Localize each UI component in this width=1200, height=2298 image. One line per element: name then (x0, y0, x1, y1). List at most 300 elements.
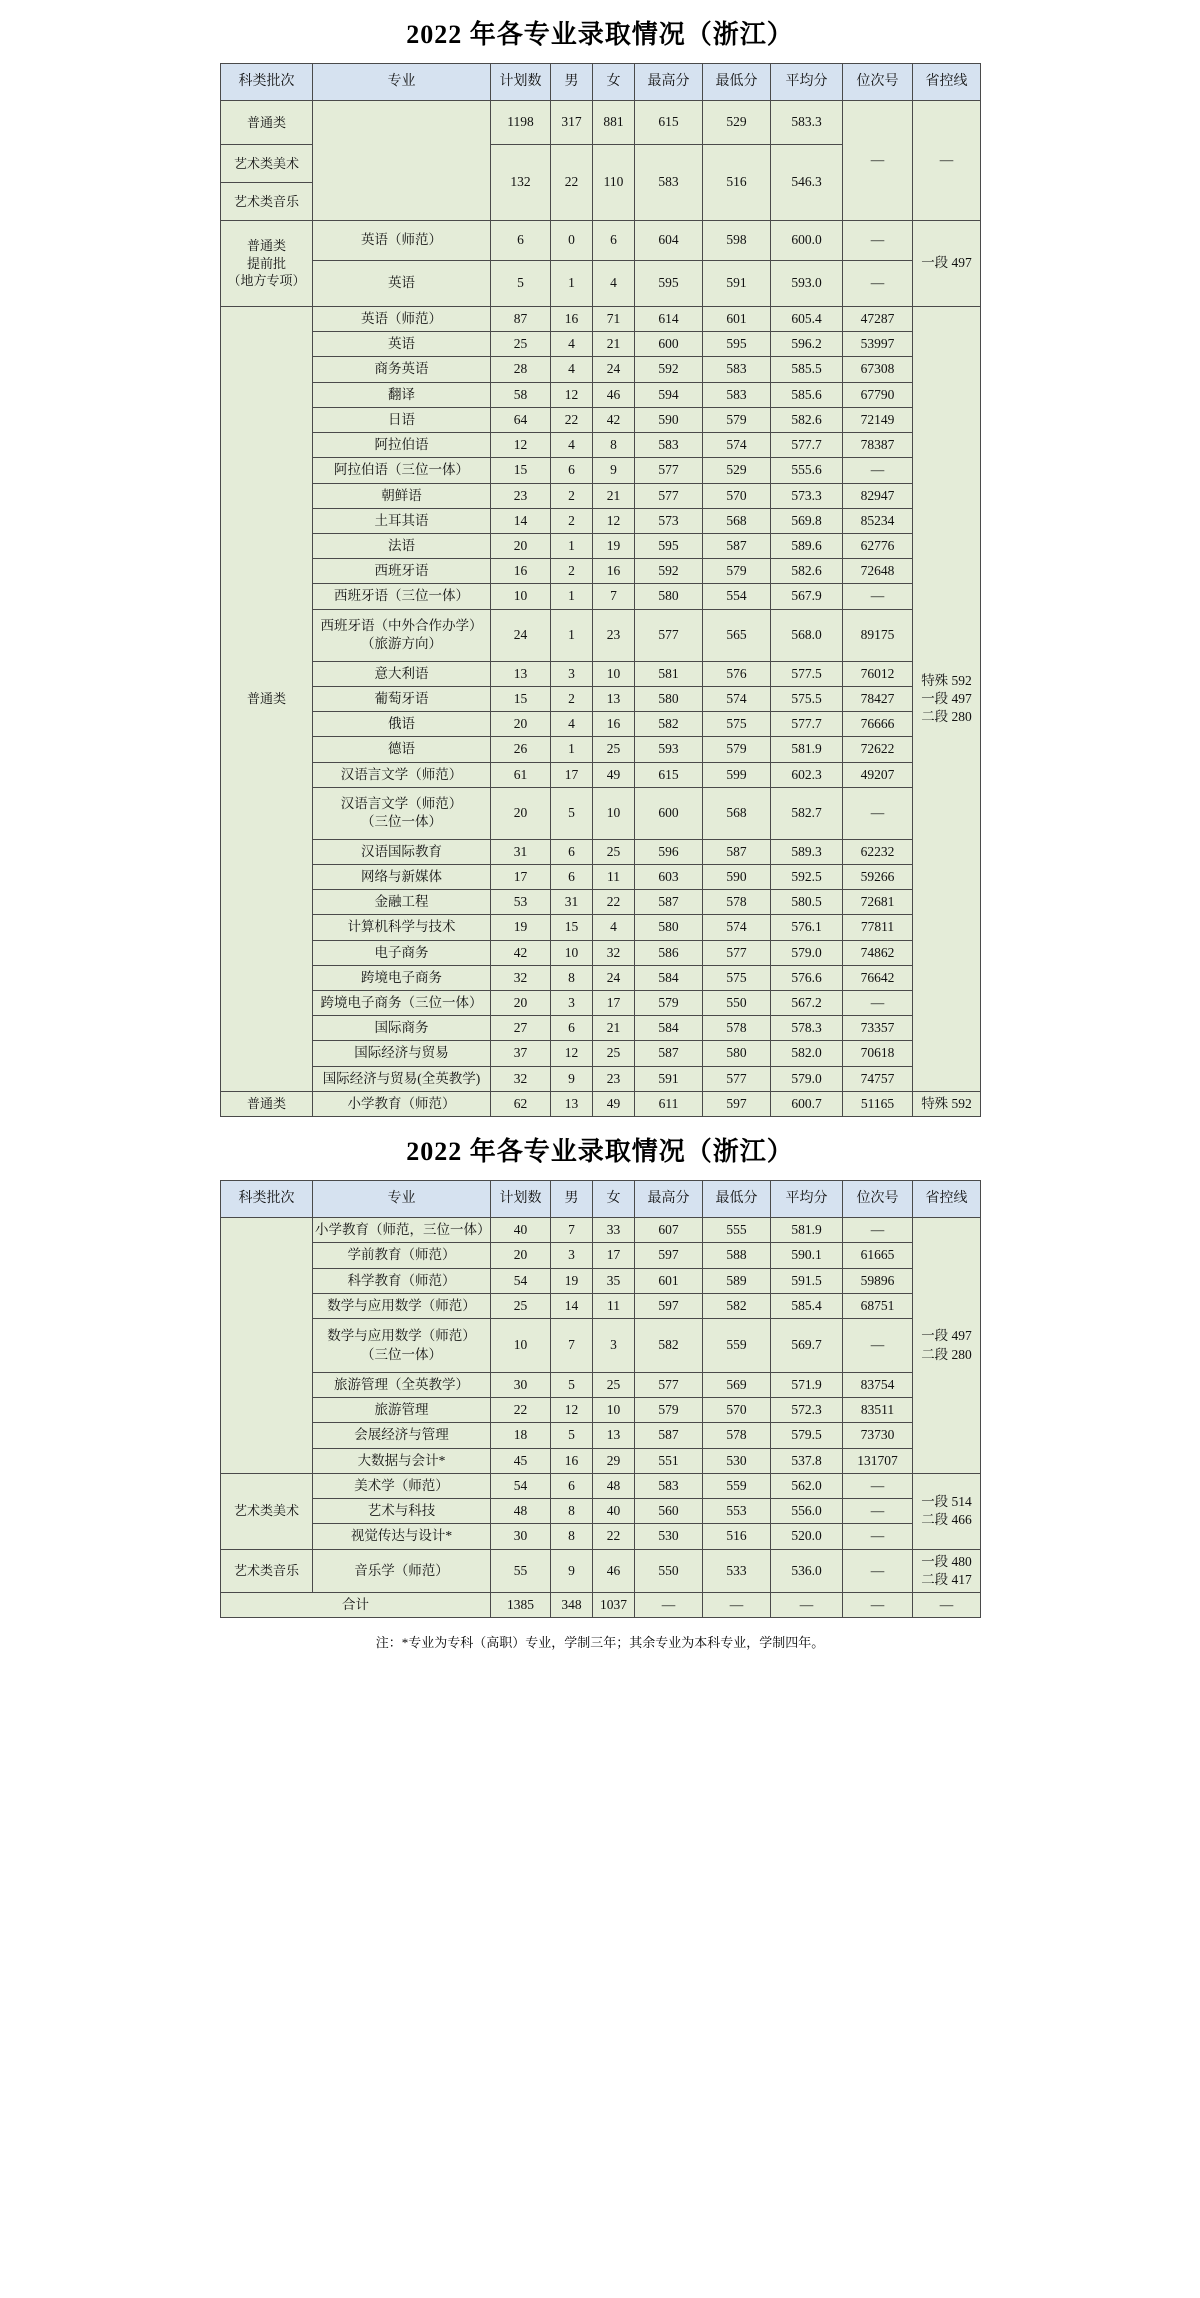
table-row (221, 458, 981, 483)
cell-rank: 59266 (843, 864, 913, 889)
cell-highest: 580 (635, 915, 703, 940)
category-line-3: （地方专项） (227, 273, 306, 289)
cell-average: 581.9 (771, 1218, 843, 1243)
cell-lowest: 550 (703, 991, 771, 1016)
cell-female: 48 (593, 1473, 635, 1498)
cell-lowest: 582 (703, 1293, 771, 1318)
cell-plan: 16 (491, 559, 551, 584)
cell-average: 569.7 (771, 1319, 843, 1373)
cell-average: 585.5 (771, 357, 843, 382)
cell-highest: 597 (635, 1243, 703, 1268)
admissions-table-2 (220, 1180, 981, 1618)
table-1-wrapper (220, 63, 980, 1117)
cell-highest: 592 (635, 559, 703, 584)
table-row (221, 1091, 981, 1116)
cell-rank: 83754 (843, 1373, 913, 1398)
table-total-row (221, 1592, 981, 1617)
cell-rank: 70618 (843, 1041, 913, 1066)
cell-highest: 551 (635, 1448, 703, 1473)
table-row (221, 433, 981, 458)
cell-average: 536.0 (771, 1549, 843, 1592)
cell-province-line (913, 307, 981, 1092)
cell-female: 24 (593, 965, 635, 990)
cell-province-line (913, 1549, 981, 1592)
cell-average: 582.0 (771, 1041, 843, 1066)
cell-highest: 603 (635, 864, 703, 889)
cell-lowest: 516 (703, 145, 771, 221)
cell-lowest: 583 (703, 357, 771, 382)
cell-category: 艺术类音乐 (221, 1549, 313, 1592)
cell-female: 22 (593, 890, 635, 915)
cell-highest: 579 (635, 991, 703, 1016)
cell-lowest: 574 (703, 915, 771, 940)
cell-plan: 61 (491, 762, 551, 787)
table-row (221, 508, 981, 533)
cell-lowest: 574 (703, 686, 771, 711)
cell-average: 583.3 (771, 101, 843, 145)
table-1-body (221, 101, 981, 1117)
cell-average: 556.0 (771, 1499, 843, 1524)
table-row (221, 991, 981, 1016)
cell-major: 法语 (313, 533, 491, 558)
cell-female: 10 (593, 661, 635, 686)
cell-highest: 584 (635, 1016, 703, 1041)
cell-total-province-line: — (913, 1592, 981, 1617)
col-header-highest: 最高分 (635, 64, 703, 101)
cell-rank: 67308 (843, 357, 913, 382)
province-line-part-0: 特殊 592 (921, 672, 972, 688)
table-row (221, 1448, 981, 1473)
cell-male: 19 (551, 1268, 593, 1293)
cell-highest: 596 (635, 839, 703, 864)
cell-major: 意大利语 (313, 661, 491, 686)
cell-highest: 550 (635, 1549, 703, 1592)
cell-plan: 45 (491, 1448, 551, 1473)
cell-lowest: 591 (703, 261, 771, 307)
cell-lowest: 533 (703, 1549, 771, 1592)
table-row (221, 307, 981, 332)
cell-lowest: 555 (703, 1218, 771, 1243)
cell-female: 17 (593, 991, 635, 1016)
cell-average: 572.3 (771, 1398, 843, 1423)
cell-major: 科学教育（师范） (313, 1268, 491, 1293)
cell-province-line (913, 1473, 981, 1549)
cell-female: 25 (593, 1041, 635, 1066)
table-row (221, 609, 981, 661)
cell-rank: 73730 (843, 1423, 913, 1448)
cell-rank: 62776 (843, 533, 913, 558)
cell-female: 71 (593, 307, 635, 332)
cell-female: 19 (593, 533, 635, 558)
cell-rank: 51165 (843, 1091, 913, 1116)
cell-female: 32 (593, 940, 635, 965)
cell-average: 585.4 (771, 1293, 843, 1318)
col-header-highest: 最高分 (635, 1181, 703, 1218)
cell-major: 小学教育（师范，三位一体） (313, 1218, 491, 1243)
cell-male: 2 (551, 686, 593, 711)
cell-lowest: 588 (703, 1243, 771, 1268)
col-header-male: 男 (551, 1181, 593, 1218)
cell-male: 5 (551, 787, 593, 839)
cell-average: 582.7 (771, 787, 843, 839)
cell-male: 17 (551, 762, 593, 787)
table-row (221, 1373, 981, 1398)
table-row (221, 839, 981, 864)
cell-total-plan: 1385 (491, 1592, 551, 1617)
cell-highest: 587 (635, 1041, 703, 1066)
cell-highest: 594 (635, 382, 703, 407)
cell-rank: 78387 (843, 433, 913, 458)
cell-average: 578.3 (771, 1016, 843, 1041)
cell-total-female: 1037 (593, 1592, 635, 1617)
cell-average: 591.5 (771, 1268, 843, 1293)
cell-average: 555.6 (771, 458, 843, 483)
cell-major: 金融工程 (313, 890, 491, 915)
cell-female: 23 (593, 1066, 635, 1091)
cell-highest: 615 (635, 101, 703, 145)
table-row (221, 1524, 981, 1549)
table-row (221, 1041, 981, 1066)
cell-male: 3 (551, 661, 593, 686)
table-row (221, 261, 981, 307)
cell-female: 35 (593, 1268, 635, 1293)
cell-lowest: 553 (703, 1499, 771, 1524)
cell-female: 46 (593, 382, 635, 407)
table-2-wrapper (220, 1180, 980, 1618)
cell-lowest: 598 (703, 221, 771, 261)
province-line-part-2: 二段 280 (921, 709, 972, 725)
cell-province-line: 特殊 592 (913, 1091, 981, 1116)
cell-female: 46 (593, 1549, 635, 1592)
cell-female: 13 (593, 686, 635, 711)
cell-lowest: 587 (703, 839, 771, 864)
cell-major: 国际经济与贸易 (313, 1041, 491, 1066)
cell-major: 跨境电子商务 (313, 965, 491, 990)
province-line-part-1: 二段 280 (921, 1346, 972, 1362)
cell-highest: 530 (635, 1524, 703, 1549)
cell-female: 22 (593, 1524, 635, 1549)
cell-female: 21 (593, 483, 635, 508)
cell-male: 6 (551, 864, 593, 889)
cell-rank: — (843, 787, 913, 839)
cell-female: 25 (593, 1373, 635, 1398)
cell-plan: 23 (491, 483, 551, 508)
cell-rank: 59896 (843, 1268, 913, 1293)
cell-plan: 18 (491, 1423, 551, 1448)
cell-major: 阿拉伯语 (313, 433, 491, 458)
cell-plan: 37 (491, 1041, 551, 1066)
cell-female: 16 (593, 559, 635, 584)
cell-female: 11 (593, 1293, 635, 1318)
table-row (221, 737, 981, 762)
cell-lowest: 578 (703, 890, 771, 915)
cell-rank: — (843, 584, 913, 609)
cell-highest: 600 (635, 332, 703, 357)
cell-female: 21 (593, 332, 635, 357)
cell-major: 德语 (313, 737, 491, 762)
cell-average: 579.0 (771, 1066, 843, 1091)
cell-plan: 132 (491, 145, 551, 221)
cell-plan: 30 (491, 1524, 551, 1549)
table-row (221, 965, 981, 990)
cell-plan: 58 (491, 382, 551, 407)
cell-plan: 14 (491, 508, 551, 533)
cell-highest: 577 (635, 1373, 703, 1398)
cell-male: 3 (551, 991, 593, 1016)
cell-lowest: 569 (703, 1373, 771, 1398)
table-row (221, 357, 981, 382)
cell-rank: 76666 (843, 712, 913, 737)
cell-major: 汉语言文学（师范） （三位一体） (313, 787, 491, 839)
cell-average: 573.3 (771, 483, 843, 508)
cell-female: 42 (593, 407, 635, 432)
cell-major: 美术学（师范） (313, 1473, 491, 1498)
cell-lowest: 565 (703, 609, 771, 661)
col-header-lowest: 最低分 (703, 1181, 771, 1218)
cell-female: 11 (593, 864, 635, 889)
cell-highest: 586 (635, 940, 703, 965)
table-row (221, 407, 981, 432)
cell-average: 589.3 (771, 839, 843, 864)
cell-rank: 67790 (843, 382, 913, 407)
cell-male: 10 (551, 940, 593, 965)
col-header-female: 女 (593, 1181, 635, 1218)
cell-average: 593.0 (771, 261, 843, 307)
page-title-1: 2022 年各专业录取情况（浙江） (406, 20, 794, 49)
table-row (221, 584, 981, 609)
table-row (221, 1319, 981, 1373)
cell-average: 579.5 (771, 1423, 843, 1448)
cell-lowest: 590 (703, 864, 771, 889)
cell-plan: 24 (491, 609, 551, 661)
cell-major: 汉语言文学（师范） (313, 762, 491, 787)
cell-rank: 76012 (843, 661, 913, 686)
cell-plan: 31 (491, 839, 551, 864)
cell-rank: 72648 (843, 559, 913, 584)
table-row (221, 661, 981, 686)
cell-lowest: 554 (703, 584, 771, 609)
cell-male: 1 (551, 737, 593, 762)
cell-male: 1 (551, 261, 593, 307)
col-header-plan: 计划数 (491, 64, 551, 101)
cell-total-rank: — (843, 1592, 913, 1617)
province-line-part-1: 二段 466 (921, 1512, 972, 1528)
cell-male: 14 (551, 1293, 593, 1318)
cell-major: 商务英语 (313, 357, 491, 382)
cell-major: 英语（师范） (313, 221, 491, 261)
cell-female: 33 (593, 1218, 635, 1243)
cell-average: 580.5 (771, 890, 843, 915)
cell-lowest: 559 (703, 1473, 771, 1498)
cell-category: 艺术类美术 (221, 1473, 313, 1549)
cell-highest: 590 (635, 407, 703, 432)
cell-male: 15 (551, 915, 593, 940)
cell-plan: 55 (491, 1549, 551, 1592)
cell-total-label: 合计 (221, 1592, 491, 1617)
cell-major: 西班牙语（中外合作办学） （旅游方向） (313, 609, 491, 661)
cell-average: 537.8 (771, 1448, 843, 1473)
table-row (221, 221, 981, 261)
cell-plan: 22 (491, 1398, 551, 1423)
table-row (221, 1398, 981, 1423)
footnote: 注：*专业为专科（高职）专业，学制三年；其余专业为本科专业，学制四年。 (375, 1635, 825, 1651)
cell-highest: 615 (635, 762, 703, 787)
cell-female: 40 (593, 1499, 635, 1524)
col-header-province-line: 省控线 (913, 64, 981, 101)
cell-lowest: 583 (703, 382, 771, 407)
cell-female: 21 (593, 1016, 635, 1041)
cell-plan: 53 (491, 890, 551, 915)
cell-plan: 87 (491, 307, 551, 332)
cell-major: 跨境电子商务（三位一体） (313, 991, 491, 1016)
cell-highest: 560 (635, 1499, 703, 1524)
cell-major: 日语 (313, 407, 491, 432)
cell-rank: — (843, 1473, 913, 1498)
cell-rank: 72622 (843, 737, 913, 762)
table-row (221, 1268, 981, 1293)
cell-male: 2 (551, 559, 593, 584)
cell-highest: 583 (635, 1473, 703, 1498)
cell-male: 0 (551, 221, 593, 261)
cell-lowest: 578 (703, 1016, 771, 1041)
cell-male: 1 (551, 533, 593, 558)
cell-average: 579.0 (771, 940, 843, 965)
table-row (221, 1473, 981, 1498)
cell-major-blank (313, 101, 491, 221)
table-row (221, 1423, 981, 1448)
cell-lowest: 601 (703, 307, 771, 332)
cell-average: 575.5 (771, 686, 843, 711)
cell-category: 艺术类音乐 (221, 183, 313, 221)
cell-plan: 64 (491, 407, 551, 432)
cell-average: 546.3 (771, 145, 843, 221)
cell-rank: 89175 (843, 609, 913, 661)
cell-major: 旅游管理（全英教学） (313, 1373, 491, 1398)
cell-rank: — (843, 1499, 913, 1524)
table-row (221, 1066, 981, 1091)
cell-average: 569.8 (771, 508, 843, 533)
cell-average: 568.0 (771, 609, 843, 661)
cell-rank: 61665 (843, 1243, 913, 1268)
cell-category-early-batch (221, 221, 313, 307)
cell-category: 普通类 (221, 1091, 313, 1116)
cell-category (221, 1218, 313, 1474)
cell-rank: 74862 (843, 940, 913, 965)
cell-lowest: 576 (703, 661, 771, 686)
table-row (221, 890, 981, 915)
cell-rank: 78427 (843, 686, 913, 711)
cell-highest: 577 (635, 458, 703, 483)
cell-rank: 53997 (843, 332, 913, 357)
col-header-lowest: 最低分 (703, 64, 771, 101)
cell-male: 6 (551, 1473, 593, 1498)
cell-average: 577.7 (771, 712, 843, 737)
cell-major: 艺术与科技 (313, 1499, 491, 1524)
col-header-average: 平均分 (771, 1181, 843, 1218)
cell-male: 4 (551, 332, 593, 357)
cell-plan: 5 (491, 261, 551, 307)
cell-plan: 20 (491, 533, 551, 558)
table-row (221, 1293, 981, 1318)
cell-male: 16 (551, 1448, 593, 1473)
cell-plan: 15 (491, 458, 551, 483)
cell-plan: 17 (491, 864, 551, 889)
cell-highest: 587 (635, 890, 703, 915)
cell-major: 数学与应用数学（师范） (313, 1293, 491, 1318)
cell-major: 土耳其语 (313, 508, 491, 533)
cell-lowest: 579 (703, 407, 771, 432)
cell-major: 会展经济与管理 (313, 1423, 491, 1448)
cell-plan: 32 (491, 1066, 551, 1091)
table-row (221, 787, 981, 839)
cell-lowest: 568 (703, 787, 771, 839)
cell-male: 9 (551, 1066, 593, 1091)
cell-female: 49 (593, 762, 635, 787)
cell-female: 49 (593, 1091, 635, 1116)
cell-female: 4 (593, 915, 635, 940)
cell-average: 581.9 (771, 737, 843, 762)
cell-highest: 577 (635, 483, 703, 508)
cell-highest: 577 (635, 609, 703, 661)
cell-major: 英语（师范） (313, 307, 491, 332)
cell-lowest: 589 (703, 1268, 771, 1293)
cell-male: 8 (551, 1499, 593, 1524)
cell-rank: 83511 (843, 1398, 913, 1423)
cell-rank: 68751 (843, 1293, 913, 1318)
cell-major: 旅游管理 (313, 1398, 491, 1423)
cell-highest: 604 (635, 221, 703, 261)
cell-rank: 62232 (843, 839, 913, 864)
cell-male: 22 (551, 407, 593, 432)
cell-plan: 54 (491, 1268, 551, 1293)
cell-major: 数学与应用数学（师范） （三位一体） (313, 1319, 491, 1373)
cell-lowest: 530 (703, 1448, 771, 1473)
cell-male: 22 (551, 145, 593, 221)
cell-rank: — (843, 1549, 913, 1592)
cell-male: 9 (551, 1549, 593, 1592)
cell-male: 3 (551, 1243, 593, 1268)
cell-lowest: 575 (703, 965, 771, 990)
cell-female: 10 (593, 787, 635, 839)
cell-lowest: 574 (703, 433, 771, 458)
cell-category: 艺术类美术 (221, 145, 313, 183)
cell-lowest: 595 (703, 332, 771, 357)
cell-major: 电子商务 (313, 940, 491, 965)
cell-male: 1 (551, 584, 593, 609)
cell-major: 音乐学（师范） (313, 1549, 491, 1592)
cell-plan: 27 (491, 1016, 551, 1041)
cell-rank: 74757 (843, 1066, 913, 1091)
cell-average: 602.3 (771, 762, 843, 787)
cell-rank: 82947 (843, 483, 913, 508)
cell-highest: 582 (635, 712, 703, 737)
cell-average: 582.6 (771, 407, 843, 432)
table-row (221, 1016, 981, 1041)
cell-plan: 20 (491, 991, 551, 1016)
cell-highest: 587 (635, 1423, 703, 1448)
cell-highest: 582 (635, 1319, 703, 1373)
cell-total-male: 348 (551, 1592, 593, 1617)
cell-male: 13 (551, 1091, 593, 1116)
cell-lowest: 570 (703, 1398, 771, 1423)
cell-female: 17 (593, 1243, 635, 1268)
cell-plan: 25 (491, 332, 551, 357)
cell-average: 585.6 (771, 382, 843, 407)
cell-average: 567.2 (771, 991, 843, 1016)
province-line-part-0: 一段 514 (921, 1493, 972, 1509)
cell-male: 12 (551, 1398, 593, 1423)
col-header-male: 男 (551, 64, 593, 101)
